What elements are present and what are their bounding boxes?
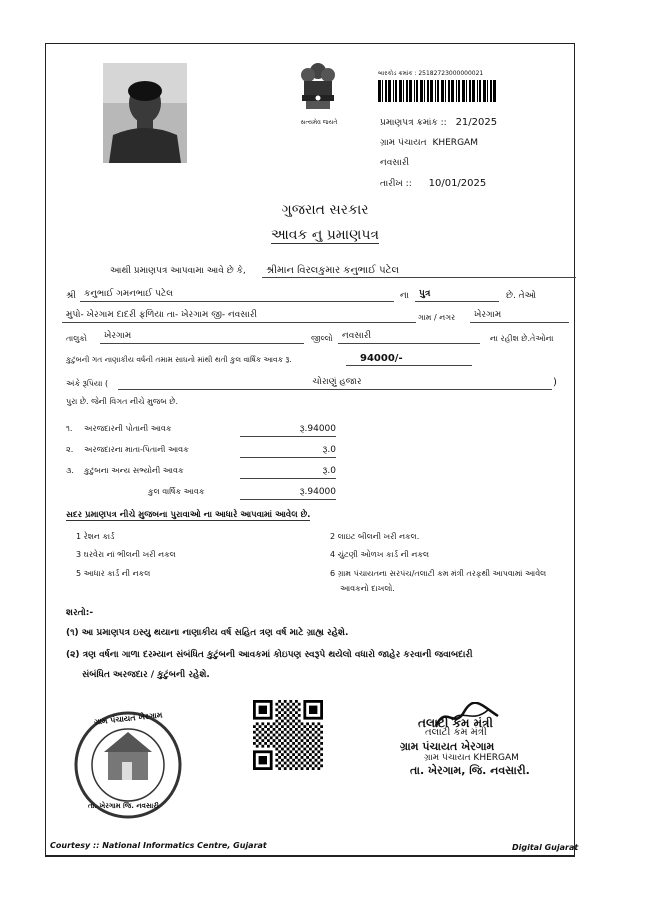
date-value: 10/01/2025	[428, 178, 487, 189]
qr-code	[253, 700, 323, 770]
government-title: ગુજરાત સરકાર	[281, 202, 369, 218]
term-2: (૨) ત્રણ વર્ષના ગાળા દરમ્યાન સંબંધિત કુટુંબની આવકમાં કોઇપણ સ્વરૂપે થયેલો વધારો જાહેર કરવાની જવાબદારી	[66, 650, 473, 660]
shri-label: શ્રી	[66, 291, 76, 301]
taluka-value: ખેરગામ	[100, 330, 304, 344]
signature-line-2b: ગ્રામ પંચાયત KHERGAM	[424, 753, 519, 763]
village-value: ખેરગામ	[470, 309, 569, 323]
signature-line-3: તા. ખેરગામ, જિ. નવસારી.	[410, 764, 530, 777]
panchayat-value: KHERGAM	[432, 138, 478, 148]
income-row-no: ૩.	[66, 466, 74, 475]
national-emblem-icon	[292, 57, 344, 125]
document-item: 5 આધાર કાર્ડ ની નકલ	[76, 569, 151, 578]
footer-courtesy: Courtesy :: National Informatics Centre, Gujarat	[50, 841, 267, 850]
district-text: નવસારી	[380, 158, 410, 168]
terms-heading: શરતો:-	[66, 608, 94, 618]
barcode	[378, 80, 498, 102]
income-row-label: અરજદારની પોતાની આવક	[84, 424, 172, 433]
che-tem-text: છે. તેઓ	[506, 291, 537, 301]
term-1: (૧) આ પ્રમાણપત્ર ઇસ્યુ થયાના નાણાકીય વર્ષ સહિત ત્રણ વર્ષ માટે ગ્રાહ્ય રહેશે.	[66, 628, 349, 638]
resident-text: ના રહીશ છે.તેઓના	[490, 334, 554, 343]
panchayat-label: ગ્રામ પંચાયત	[380, 138, 427, 148]
relation-value: પુત્ર	[415, 288, 499, 302]
panchayat-row	[380, 138, 478, 148]
document-item: 1 રેશન કાર્ડ	[76, 532, 115, 541]
jillo-value: નવસારી	[338, 330, 480, 344]
na-label: ના	[400, 291, 409, 301]
certificate-title	[0, 227, 650, 243]
footer-digital-gujarat: Digital Gujarat	[512, 843, 579, 852]
income-row-amount: રૂ.0	[240, 443, 336, 458]
document-item: 6 ગ્રામ પંચાયતના સરપંચ/તલાટી કમ મંત્રી તરફથી આપવામાં આવેલ	[330, 569, 547, 578]
panchayat-seal	[66, 710, 190, 820]
income-total-amount: રૂ.94000	[240, 485, 336, 500]
words-close: )	[553, 377, 557, 388]
document-item: આવકનો દાખલો.	[340, 584, 395, 593]
details-line: પુરા છે. જેની વિગત નીચે મુજબ છે.	[66, 397, 179, 406]
footer-rule	[45, 855, 575, 856]
date-row	[380, 178, 486, 189]
intro-text: આથી પ્રમાણપત્ર આપવામા આવે છે કે,	[110, 266, 246, 276]
seal-top-text: ગ્રામ પંચાયત ખેરગામ	[93, 710, 163, 727]
income-row-no: ૨.	[66, 445, 74, 454]
applicant-name: શ્રીમાન વિરલકુમાર કનુભાઈ પટેલ	[262, 264, 576, 278]
income-total-label: કુલ વાર્ષિક આવક	[148, 487, 205, 496]
income-row-label: અરજદારના માતા-પિતાની આવક	[84, 445, 189, 454]
taluka-label: તાલુકો	[66, 334, 87, 343]
certificate-title-text: આવક નુ પ્રમાણપત્ર	[270, 227, 380, 243]
signature-line-1b: તલાટી કમ મંત્રી	[425, 727, 487, 738]
village-label: ગામ / નગર	[418, 313, 456, 322]
barcode-label: બારકોડ ક્રમાંક : 25182723000000021	[378, 70, 484, 77]
income-row-amount: રૂ.0	[240, 464, 336, 479]
father-name: કનુભાઈ ગમનભાઈ પટેલ	[80, 288, 394, 302]
income-amount: 94000/-	[346, 352, 472, 366]
signature-line-2: ગ્રામ પંચાયત ખેરગામ	[400, 740, 495, 753]
words-label: અંકે રૂપિયા (	[66, 379, 109, 388]
jillo-label: જીલ્લો	[311, 334, 333, 343]
emblem-caption: સત્યમેવ જયતે	[300, 119, 338, 126]
address-value: મુપો- ખેરગામ દાદરી ફળિયા તા- ખેરગામ જી- નવસારી	[62, 309, 416, 323]
cert-no-label: પ્રમાણપત્ર ક્રમાંક ::	[380, 118, 447, 128]
income-sentence: કુટુંબની ગત નાણાકીય વર્ષની તમામ સાધનો માંથી થતી કુલ વાર્ષિક આવક રૂ.	[66, 355, 292, 364]
document-item: 4 ચુંટણી ઓળખ કાર્ડ ની નકલ	[330, 550, 430, 559]
income-row-amount: રૂ.94000	[240, 422, 336, 437]
cert-no-row	[380, 117, 497, 128]
date-label: તારીખ ::	[380, 179, 412, 189]
words-value: ચોરાણું હજાર	[118, 376, 552, 390]
signature-scribble	[432, 702, 502, 732]
income-row-no: ૧.	[66, 424, 73, 433]
document-item: 3 ઘરવેરા નાં ભીલની ખરી નકલ	[76, 550, 176, 559]
documents-heading	[66, 510, 310, 520]
term-2-continued: સંબંધિત અરજદાર / કુટુંબની રહેશે.	[82, 670, 210, 680]
income-row-label: કુટુંબના અન્ય સભ્યોની આવક	[84, 466, 184, 475]
cert-no-value: 21/2025	[455, 117, 498, 128]
seal-bottom-text: તા. ખેરગામ જિ. નવસારી	[88, 802, 159, 810]
document-item: 2 લાઇટ બીલની ખરી નકલ.	[330, 532, 420, 541]
applicant-photo	[103, 63, 187, 163]
signature-line-1: તલાટી કમ મંત્રી	[418, 716, 493, 730]
documents-heading-text: સદર પ્રમાણપત્ર નીચે મુજબના પુરાવાઓ ના આધારે આપવામાં આવેલ છે.	[66, 510, 311, 520]
